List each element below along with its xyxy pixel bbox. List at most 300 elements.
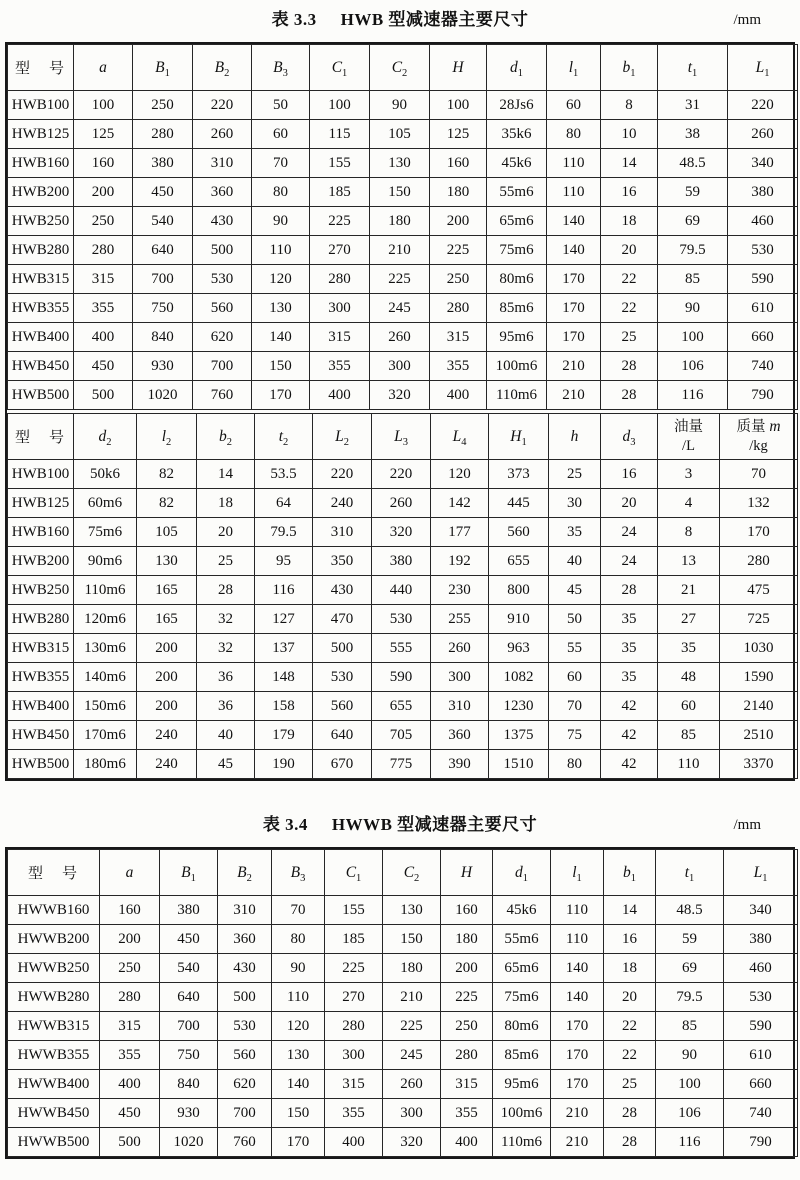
value-cell: 137 [255,634,313,663]
value-cell: 280 [441,1041,493,1070]
value-cell: 430 [193,207,252,236]
value-cell: 20 [601,236,658,265]
value-cell: 240 [137,721,197,750]
value-cell: 320 [370,381,430,410]
value-cell: 105 [137,518,197,547]
value-cell: 140 [551,954,604,983]
value-cell: 35 [601,663,658,692]
value-cell: 740 [728,352,798,381]
value-cell: 700 [133,265,193,294]
column-header: $B_1$ [160,850,218,896]
column-header: a [100,850,160,896]
value-cell: 500 [218,983,272,1012]
value-cell: 470 [313,605,372,634]
value-cell: 85 [658,265,728,294]
value-cell: 18 [604,954,656,983]
value-cell: 200 [137,663,197,692]
value-cell: 20 [197,518,255,547]
value-cell: 130 [252,294,310,323]
value-cell: 373 [489,460,549,489]
model-cell: HWB400 [8,323,74,352]
value-cell: 45 [549,576,601,605]
value-cell: 70 [272,896,325,925]
value-cell: 50 [252,91,310,120]
model-cell: HWB500 [8,750,74,779]
value-cell: 116 [656,1128,724,1157]
table-number: 表 3.3 [271,10,317,29]
value-cell: 180m6 [74,750,137,779]
value-cell: 14 [197,460,255,489]
value-cell: 140m6 [74,663,137,692]
value-cell: 530 [193,265,252,294]
value-cell: 82 [137,460,197,489]
value-cell: 640 [133,236,193,265]
value-cell: 100m6 [487,352,547,381]
value-cell: 48 [658,663,720,692]
value-cell: 150 [370,178,430,207]
value-cell: 75m6 [487,236,547,265]
table-number: 表 3.4 [262,815,308,834]
hwwb-dimension-table [5,847,795,1159]
value-cell: 750 [160,1041,218,1070]
value-cell: 28 [601,576,658,605]
value-cell: 2140 [720,692,798,721]
value-cell: 16 [601,460,658,489]
value-cell: 20 [601,489,658,518]
value-cell: 725 [720,605,798,634]
model-cell: HWWB355 [8,1041,100,1070]
value-cell: 840 [133,323,193,352]
value-cell: 460 [728,207,798,236]
value-cell: 280 [430,294,487,323]
value-cell: 40 [197,721,255,750]
value-cell: 320 [383,1128,441,1157]
value-cell: 80 [272,925,325,954]
table-row [8,663,798,692]
value-cell: 80 [549,750,601,779]
column-header: H [430,45,487,91]
value-cell: 18 [197,489,255,518]
table-row [8,489,798,518]
value-cell: 670 [313,750,372,779]
value-cell: 160 [74,149,133,178]
table-row [8,149,798,178]
value-cell: 90 [252,207,310,236]
value-cell: 60 [547,91,601,120]
value-cell: 280 [310,265,370,294]
value-cell: 450 [74,352,133,381]
table-3-3-caption [5,8,795,34]
model-cell: HWWB200 [8,925,100,954]
column-header: $L_1$ [724,850,798,896]
value-cell: 35 [658,634,720,663]
value-cell: 60 [252,120,310,149]
value-cell: 310 [431,692,489,721]
value-cell: 560 [193,294,252,323]
value-cell: 210 [551,1128,604,1157]
value-cell: 930 [133,352,193,381]
column-header: $C_2$ [370,45,430,91]
value-cell: 22 [601,294,658,323]
value-cell: 115 [310,120,370,149]
value-cell: 80 [252,178,310,207]
value-cell: 460 [724,954,798,983]
value-cell: 60 [658,692,720,721]
value-cell: 530 [372,605,431,634]
value-cell: 300 [310,294,370,323]
value-cell: 225 [441,983,493,1012]
value-cell: 125 [74,120,133,149]
value-cell: 225 [325,954,383,983]
value-cell: 22 [604,1041,656,1070]
value-cell: 8 [658,518,720,547]
value-cell: 60m6 [74,489,137,518]
value-cell: 32 [197,605,255,634]
column-header: 质量 m /kg [720,414,798,460]
value-cell: 450 [160,925,218,954]
value-cell: 1030 [720,634,798,663]
value-cell: 120 [252,265,310,294]
value-cell: 190 [255,750,313,779]
value-cell: 590 [724,1012,798,1041]
value-cell: 50 [549,605,601,634]
column-header: h [549,414,601,460]
value-cell: 110 [551,925,604,954]
value-cell: 210 [547,352,601,381]
value-cell: 220 [193,91,252,120]
value-cell: 165 [137,576,197,605]
table-row [8,1012,798,1041]
value-cell: 85 [656,1012,724,1041]
value-cell: 25 [197,547,255,576]
column-header: $C_2$ [383,850,441,896]
model-cell: HWWB500 [8,1128,100,1157]
table-row [8,265,798,294]
value-cell: 220 [728,91,798,120]
table-row [8,721,798,750]
value-cell: 75 [549,721,601,750]
value-cell: 3 [658,460,720,489]
table-row [8,1128,798,1157]
model-cell: HWB500 [8,381,74,410]
table-row [8,605,798,634]
value-cell: 500 [313,634,372,663]
value-cell: 705 [372,721,431,750]
value-cell: 35 [601,605,658,634]
value-cell: 106 [656,1099,724,1128]
table-row [8,925,798,954]
value-cell: 21 [658,576,720,605]
model-cell: HWWB250 [8,954,100,983]
model-cell: HWB250 [8,207,74,236]
value-cell: 400 [430,381,487,410]
value-cell: 340 [728,149,798,178]
value-cell: 790 [728,381,798,410]
value-cell: 79.5 [658,236,728,265]
value-cell: 10 [601,120,658,149]
value-cell: 100 [656,1070,724,1099]
value-cell: 110m6 [74,576,137,605]
value-cell: 82 [137,489,197,518]
value-cell: 400 [310,381,370,410]
table-row [8,692,798,721]
value-cell: 13 [658,547,720,576]
table-row [8,1041,798,1070]
value-cell: 655 [372,692,431,721]
value-cell: 55m6 [493,925,551,954]
value-cell: 930 [160,1099,218,1128]
column-header: $t_1$ [658,45,728,91]
value-cell: 300 [370,352,430,381]
table-row [8,983,798,1012]
value-cell: 90m6 [74,547,137,576]
model-cell: HWB100 [8,91,74,120]
value-cell: 100 [74,91,133,120]
table-3-3-block [5,8,795,781]
value-cell: 90 [370,91,430,120]
value-cell: 150 [252,352,310,381]
value-cell: 450 [133,178,193,207]
column-header: $L_3$ [372,414,431,460]
value-cell: 315 [310,323,370,352]
value-cell: 260 [372,489,431,518]
column-header: $B_1$ [133,45,193,91]
value-cell: 59 [658,178,728,207]
value-cell: 8 [601,91,658,120]
value-cell: 110m6 [487,381,547,410]
value-cell: 22 [601,265,658,294]
value-cell: 170 [547,294,601,323]
value-cell: 200 [441,954,493,983]
value-cell: 95m6 [487,323,547,352]
value-cell: 28 [197,576,255,605]
value-cell: 500 [100,1128,160,1157]
value-cell: 430 [313,576,372,605]
value-cell: 64 [255,489,313,518]
value-cell: 140 [551,983,604,1012]
value-cell: 16 [604,925,656,954]
column-header: $B_2$ [218,850,272,896]
model-cell: HWWB400 [8,1070,100,1099]
model-cell: HWB450 [8,721,74,750]
table-title: HWB 型减速器主要尺寸 [340,10,529,29]
model-cell: HWB280 [8,605,74,634]
value-cell: 170 [252,381,310,410]
value-cell: 70 [549,692,601,721]
value-cell: 170 [551,1041,604,1070]
value-cell: 775 [372,750,431,779]
value-cell: 270 [310,236,370,265]
dimension-table-section [7,849,798,1157]
value-cell: 610 [724,1041,798,1070]
value-cell: 170m6 [74,721,137,750]
value-cell: 530 [728,236,798,265]
value-cell: 800 [489,576,549,605]
value-cell: 185 [325,925,383,954]
value-cell: 55m6 [487,178,547,207]
value-cell: 185 [310,178,370,207]
value-cell: 260 [383,1070,441,1099]
value-cell: 555 [372,634,431,663]
column-header: $t_1$ [656,850,724,896]
value-cell: 360 [431,721,489,750]
value-cell: 280 [133,120,193,149]
column-header: $L_2$ [313,414,372,460]
value-cell: 110 [551,896,604,925]
value-cell: 540 [133,207,193,236]
hwb-dimension-table [5,42,795,781]
column-header: $l_1$ [551,850,604,896]
value-cell: 125 [430,120,487,149]
value-cell: 105 [370,120,430,149]
value-cell: 116 [658,381,728,410]
model-cell: HWB100 [8,460,74,489]
value-cell: 220 [372,460,431,489]
value-cell: 260 [193,120,252,149]
value-cell: 160 [441,896,493,925]
value-cell: 110 [547,149,601,178]
value-cell: 380 [724,925,798,954]
value-cell: 158 [255,692,313,721]
value-cell: 40 [549,547,601,576]
value-cell: 170 [272,1128,325,1157]
value-cell: 80m6 [487,265,547,294]
value-cell: 170 [551,1070,604,1099]
table-row [8,352,798,381]
value-cell: 25 [604,1070,656,1099]
value-cell: 120m6 [74,605,137,634]
value-cell: 760 [193,381,252,410]
value-cell: 22 [604,1012,656,1041]
value-cell: 260 [728,120,798,149]
value-cell: 355 [310,352,370,381]
value-cell: 210 [547,381,601,410]
value-cell: 48.5 [658,149,728,178]
value-cell: 45 [197,750,255,779]
column-header: $L_4$ [431,414,489,460]
value-cell: 963 [489,634,549,663]
model-cell: HWB315 [8,634,74,663]
value-cell: 310 [193,149,252,178]
value-cell: 200 [137,692,197,721]
value-cell: 200 [137,634,197,663]
model-cell: HWB280 [8,236,74,265]
value-cell: 100 [430,91,487,120]
table-row [8,1099,798,1128]
table-row [8,896,798,925]
value-cell: 42 [601,692,658,721]
value-cell: 130 [272,1041,325,1070]
value-cell: 840 [160,1070,218,1099]
value-cell: 540 [160,954,218,983]
model-cell: HWWB450 [8,1099,100,1128]
value-cell: 80m6 [493,1012,551,1041]
value-cell: 310 [218,896,272,925]
value-cell: 1230 [489,692,549,721]
value-cell: 50k6 [74,460,137,489]
value-cell: 28Js6 [487,91,547,120]
table-row [8,460,798,489]
column-header: $B_3$ [252,45,310,91]
value-cell: 16 [601,178,658,207]
value-cell: 3370 [720,750,798,779]
value-cell: 1590 [720,663,798,692]
value-cell: 750 [133,294,193,323]
value-cell: 315 [441,1070,493,1099]
column-header: $H_1$ [489,414,549,460]
value-cell: 110 [658,750,720,779]
model-cell: HWB400 [8,692,74,721]
value-cell: 590 [728,265,798,294]
value-cell: 245 [383,1041,441,1070]
value-cell: 270 [325,983,383,1012]
value-cell: 120 [272,1012,325,1041]
value-cell: 180 [370,207,430,236]
value-cell: 380 [160,896,218,925]
value-cell: 225 [370,265,430,294]
dimension-table-section [7,413,798,779]
value-cell: 192 [431,547,489,576]
table-row [8,178,798,207]
header-row [8,850,798,896]
value-cell: 35k6 [487,120,547,149]
value-cell: 445 [489,489,549,518]
column-header: $B_3$ [272,850,325,896]
value-cell: 260 [370,323,430,352]
value-cell: 130 [370,149,430,178]
value-cell: 400 [325,1128,383,1157]
value-cell: 69 [658,207,728,236]
value-cell: 4 [658,489,720,518]
value-cell: 560 [489,518,549,547]
value-cell: 110m6 [493,1128,551,1157]
value-cell: 280 [325,1012,383,1041]
value-cell: 210 [370,236,430,265]
value-cell: 700 [218,1099,272,1128]
value-cell: 28 [604,1099,656,1128]
value-cell: 655 [489,547,549,576]
value-cell: 360 [218,925,272,954]
value-cell: 110 [272,983,325,1012]
value-cell: 90 [656,1041,724,1070]
header-row [8,414,798,460]
value-cell: 300 [383,1099,441,1128]
value-cell: 250 [100,954,160,983]
value-cell: 90 [658,294,728,323]
value-cell: 28 [604,1128,656,1157]
column-header: $l_1$ [547,45,601,91]
value-cell: 430 [218,954,272,983]
table-row [8,236,798,265]
table-3-4-caption [5,813,795,839]
model-cell: HWB200 [8,178,74,207]
value-cell: 660 [728,323,798,352]
unit-label: /mm [733,12,761,28]
dimension-table-section [7,44,798,410]
model-cell: HWB450 [8,352,74,381]
value-cell: 20 [604,983,656,1012]
column-header: $B_2$ [193,45,252,91]
value-cell: 1510 [489,750,549,779]
table-row [8,750,798,779]
value-cell: 400 [441,1128,493,1157]
column-header: a [74,45,133,91]
model-cell: HWB160 [8,149,74,178]
value-cell: 390 [431,750,489,779]
table-3-4-block [5,813,795,1159]
column-header: $C_1$ [310,45,370,91]
value-cell: 25 [549,460,601,489]
